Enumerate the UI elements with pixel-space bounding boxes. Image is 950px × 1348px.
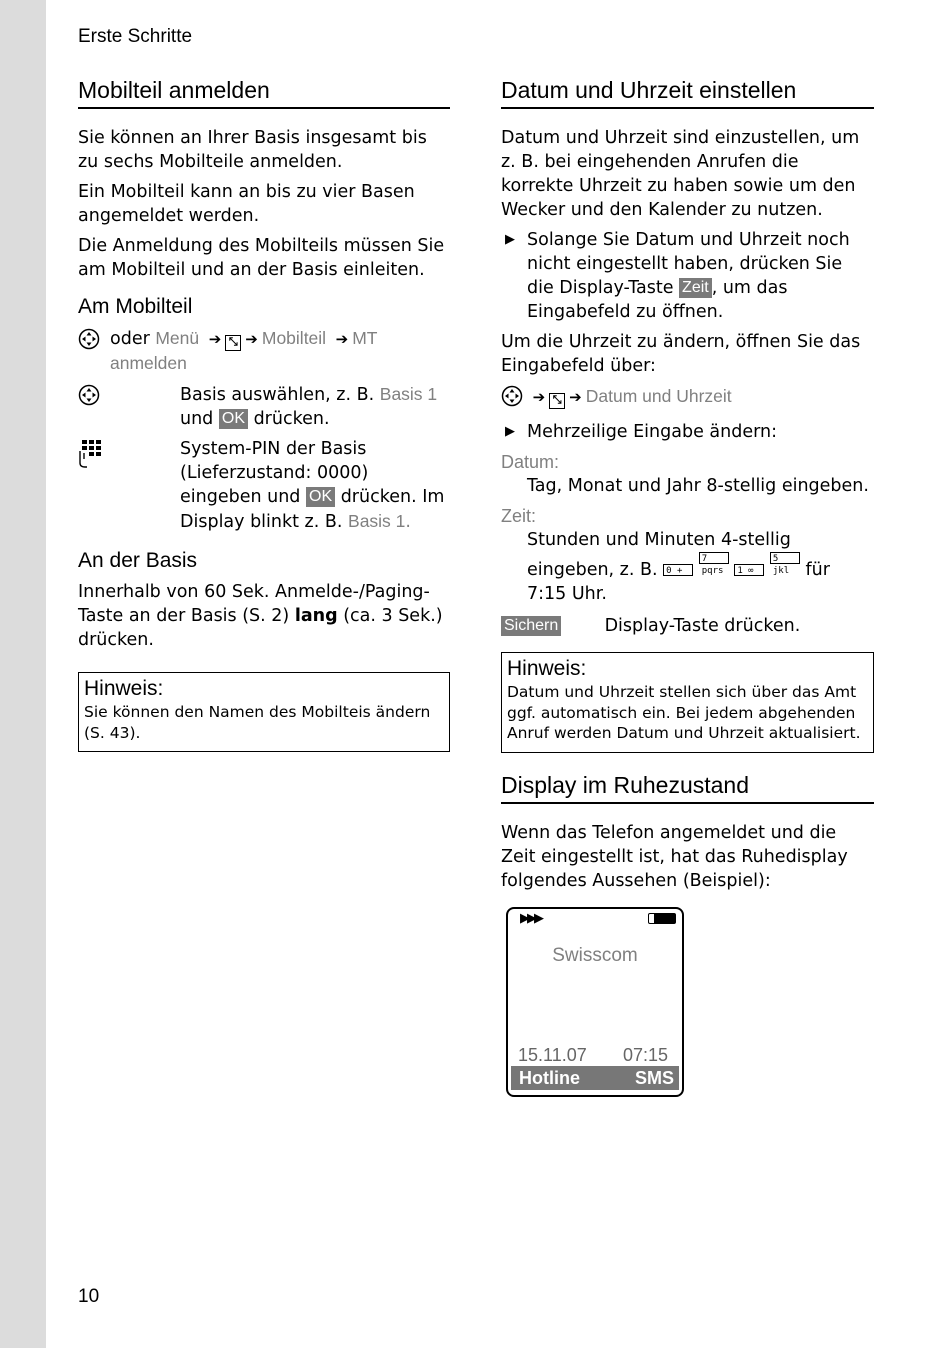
datum-text: Tag, Monat und Jahr 8-stellig eingeben. (527, 476, 869, 496)
sichern-text: Display-Taste drücken. (604, 616, 801, 636)
note-body: Datum und Uhrzeit stellen sich über das Amt ggf. automatisch ein. Bei jedem abgehenden Anruf werden Datum und Uhrzeit aktualisiert. (507, 683, 861, 742)
section-title-display: Display im Ruhezustand (501, 771, 874, 804)
zeit-key: Zeit (679, 278, 712, 298)
intro-paragraph-3: Die Anmeldung des Mobilteils müssen Sie am Mobilteil und an der Basis einleiten. (78, 236, 445, 280)
display-date: 15.11.07 (518, 1044, 587, 1065)
step1-basis-label: Basis 1 (379, 384, 438, 404)
keypad-key-5: 5 jkl (770, 552, 800, 564)
softkey-hotline: Hotline (519, 1067, 580, 1088)
section-title-mobilteil-anmelden: Mobilteil anmelden (78, 76, 450, 109)
bullet2-text: Mehrzeilige Eingabe ändern: (527, 422, 777, 442)
signal-strength-icon: ▶▶▶ (520, 910, 541, 926)
nav-mobilteil-label: Mobilteil (261, 328, 327, 348)
navigation-key-icon (501, 392, 529, 412)
nav-mt-anmelden-label: MT anmelden (110, 328, 378, 373)
basis-instructions (78, 580, 450, 652)
step-select-base (78, 382, 450, 431)
arrow-right-icon: ➔ (569, 388, 582, 406)
page-margin-strip (0, 0, 46, 1348)
ok-key: OK (306, 487, 335, 507)
keypad-key-0: 0 + (663, 564, 693, 576)
navigation-key-icon (78, 384, 100, 410)
battery-icon (648, 913, 676, 924)
display-provider: Swisscom (552, 944, 638, 966)
arrow-right-icon: ➔ (335, 330, 349, 348)
step1-post: drücken. (253, 409, 330, 429)
subtitle-am-mobilteil: Am Mobilteil (78, 295, 193, 318)
zeit-text (501, 528, 874, 606)
settings-menu-icon: ⤡ (549, 393, 565, 409)
basis-text-pre: Innerhalb von 60 Sek. Anmelde-/Paging-Taste an der Basis (S. 2) (78, 582, 430, 626)
arrow-right-icon: ➔ (245, 330, 258, 348)
note-title: Hinweis: (507, 657, 587, 680)
step2-basis-label: Basis 1 (348, 511, 406, 531)
navigation-key-icon (78, 328, 100, 357)
page-number: 10 (78, 1286, 100, 1307)
keypad-key-7: 7 pqrs (699, 552, 729, 564)
subtitle-an-der-basis: An der Basis (78, 549, 198, 572)
change-time-intro: Um die Uhrzeit zu ändern, öffnen Sie das Eingabefeld über: (501, 332, 861, 376)
datum-label: Datum: (501, 452, 560, 472)
menu-path-datum (501, 384, 874, 414)
intro-paragraph-2: Ein Mobilteil kann an bis zu vier Basen angemeldet werden. (78, 182, 415, 226)
basis-text-bold: lang (294, 606, 338, 626)
keypad-key-1: 1 ∞ (734, 564, 764, 576)
idle-display-illustration (506, 907, 684, 1097)
note-box-right (501, 652, 874, 753)
bullet-multiline-edit (501, 420, 874, 444)
right-column (501, 76, 874, 1097)
step1-text: Basis auswählen, z. B. (180, 385, 375, 405)
keypad-icon (78, 439, 104, 473)
section-title-datum-uhrzeit: Datum und Uhrzeit einstellen (501, 76, 874, 109)
settings-menu-icon: ⤡ (225, 335, 241, 351)
basis-text-post: (ca. 3 Sek.) drücken. (78, 606, 443, 650)
menu-path-mobilteil (78, 326, 450, 376)
zeit-text-pre: Stunden und Minuten 4-stellig eingeben, z. B. (527, 530, 791, 580)
zeit-text-time: 7:15 Uhr. (527, 584, 607, 604)
display-time: 07:15 (622, 1044, 668, 1065)
bullet-set-time (501, 228, 874, 324)
bullet1-post: , um das Eingabefeld zu öffnen. (527, 278, 788, 322)
running-header: Erste Schritte (78, 26, 193, 47)
ok-key: OK (219, 409, 248, 429)
arrow-right-icon: ➔ (532, 388, 546, 406)
left-column (78, 76, 450, 752)
sichern-key: Sichern (501, 616, 561, 636)
note-body: Sie können den Namen des Mobilteis ändern (S. 43). (84, 703, 431, 742)
bullet-triangle-icon: ▶ (505, 424, 515, 439)
sichern-row (501, 614, 874, 638)
step2-text: System-PIN der Basis (Lieferzustand: 0000) eingeben und (180, 439, 369, 507)
step2-mid: drücken. Im Display blinkt z. B. (180, 487, 445, 532)
note-box-left (78, 672, 450, 752)
zeit-text-fuer: für (805, 560, 830, 580)
arrow-right-icon: ➔ (208, 330, 222, 348)
nav-menu-label: Menü (155, 328, 200, 348)
intro-paragraph-1: Sie können an Ihrer Basis insgesamt bis zu sechs Mobilteile anmelden. (78, 128, 427, 172)
bullet-triangle-icon: ▶ (505, 232, 515, 247)
step2-end: . (405, 512, 411, 532)
display-intro: Wenn das Telefon angemeldet und die Zeit eingestellt ist, hat das Ruhedisplay folgendes Aussehen (Beispiel): (501, 822, 848, 891)
nav-or-label: oder (110, 329, 150, 349)
note-title: Hinweis: (84, 677, 164, 700)
datum-intro: Datum und Uhrzeit sind einzustellen, um z. B. bei eingehenden Anrufen die korrekte Uhrzeit zu haben sowie um den Wecker und den Kalender zu nutzen. (501, 128, 860, 220)
display-softkey-bar (511, 1066, 679, 1090)
zeit-label: Zeit: (501, 506, 537, 526)
softkey-sms: SMS (634, 1067, 674, 1088)
step-enter-pin (78, 437, 450, 534)
step1-and: und (180, 409, 214, 429)
nav-datum-label: Datum und Uhrzeit (585, 386, 732, 406)
bullet1-pre: Solange Sie Datum und Uhrzeit noch nicht eingestellt haben, drücken Sie die Display-Taste (527, 230, 850, 298)
